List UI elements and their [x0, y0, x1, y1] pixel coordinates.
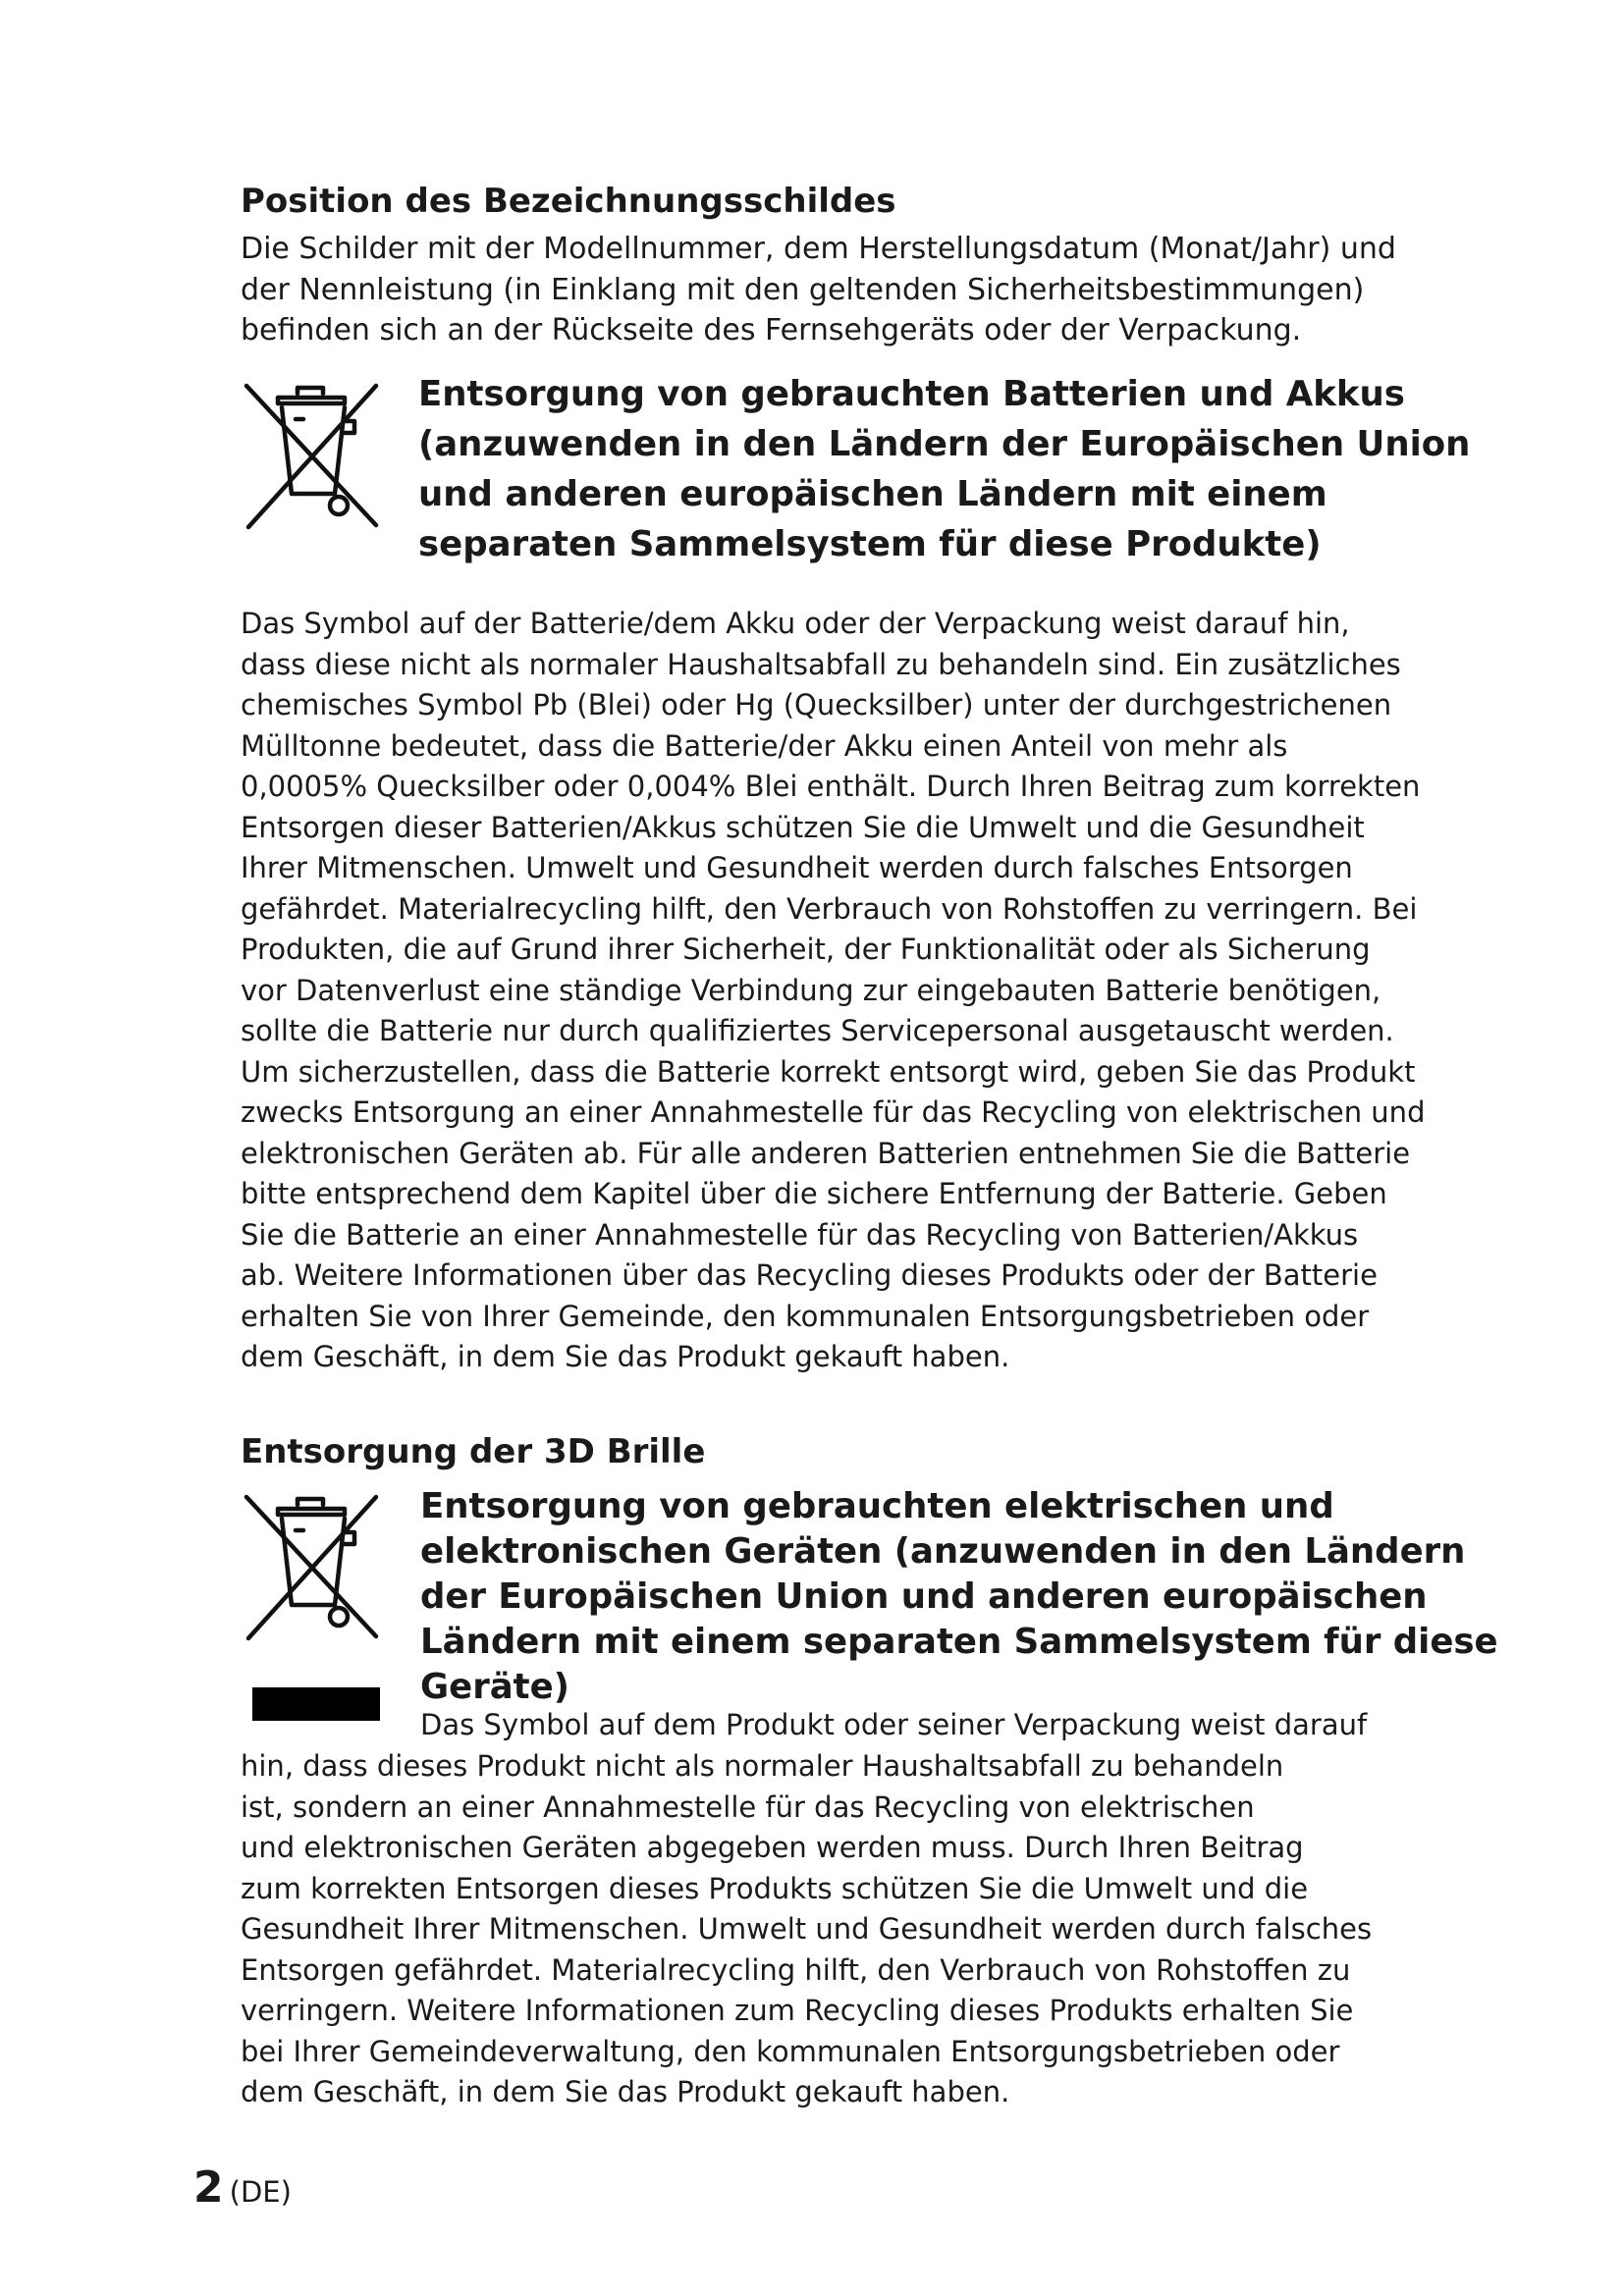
page-footer — [193, 2163, 292, 2216]
electronics-disposal-text-first-line: Das Symbol auf dem Produkt oder seiner Verpackung weist darauf — [420, 1708, 1368, 1741]
crossed-out-wheelie-bin-icon — [239, 1489, 386, 1656]
electronics-disposal-heading: Entsorgung von gebrauchten elektrischen und elektronischen Geräten (anzuwenden in den Ländern der Europäischen Union und anderen europäischen Ländern mit einem separaten Sammelsystem für diese Geräte) — [420, 1486, 1498, 1707]
crossed-out-wheelie-bin-icon — [239, 378, 386, 545]
glasses-disposal-heading: Entsorgung der 3D Brille — [241, 1432, 706, 1471]
batteries-disposal-heading: Entsorgung von gebrauchten Batterien und Akkus (anzuwenden in den Ländern der Europäischen Union und anderen europäischen Ländern mit einem separaten Sammelsystem für diese Produkte) — [418, 374, 1471, 564]
label-position-text: Die Schilder mit der Modellnummer, dem Herstellungsdatum (Monat/Jahr) und der Nennleistung (in Einklang mit den geltenden Sicherheitsbestimmungen) befinden sich an der Rückseite des Fernsehgeräts oder der Verpackung. — [241, 232, 1396, 347]
label-position-heading: Position des Bezeichnungsschildes — [241, 182, 896, 221]
page-number: 2 — [193, 2163, 224, 2213]
batteries-disposal-text: Das Symbol auf der Batterie/dem Akku oder der Verpackung weist darauf hin, dass diese nicht als normaler Haushaltsabfall zu behandeln sind. Ein zusätzliches chemisches Symbol Pb (Blei) oder Hg (Quecksilber) unter der durchgestrichenen Mülltonne bedeutet, dass die Batterie/der Akku einen Anteil von mehr als 0,0005% Quecksilber oder 0,004% Blei enthält. Durch Ihren Beitrag zum korrekten Entsorgen dieser Batterien/Akkus schützen Sie die Umwelt und die Gesundheit Ihrer Mitmenschen. Umwelt und Gesundheit werden durch falsches Entsorgen gefährdet. Materialrecycling hilft, den Verbrauch von Rohstoffen zu verringern. Bei Produkten, die auf Grund ihrer Sicherheit, der Funktionalität oder als Sicherung vor Datenverlust eine ständige Verbindung zur eingebauten Batterie benötigen, sollte die Batterie nur durch qualifiziertes Servicepersonal ausgetauscht werden. Um sicherzustellen, dass die Batterie korrekt entsorgt wird, geben Sie das Produkt zwecks Entsorgung an einer Annahmestelle für das Recycling von elektrischen und elektronischen Geräten ab. Für alle anderen Batterien entnehmen Sie die Batterie bitte entsprechend dem Kapitel über die sichere Entfernung der Batterie. Geben Sie die Batterie an einer Annahmestelle für das Recycling von Batterien/Akkus ab. Weitere Informationen über das Recycling dieses Produkts oder der Batterie erhalten Sie von Ihrer Gemeinde, den kommunalen Entsorgungsbetrieben oder dem Geschäft, in dem Sie das Produkt gekauft haben. — [241, 607, 1426, 1373]
page-language: (DE) — [229, 2175, 292, 2209]
weee-black-bar — [252, 1687, 380, 1721]
electronics-disposal-text: hin, dass dieses Produkt nicht als normaler Haushaltsabfall zu behandeln ist, sondern an einer Annahmestelle für das Recycling von elektrischen und elektronischen Geräten abgegeben werden muss. Durch Ihren Beitrag zum korrekten Entsorgen dieses Produkts schützen Sie die Umwelt und die Gesundheit Ihrer Mitmenschen. Umwelt und Gesundheit werden durch falsches Entsorgen gefährdet. Materialrecycling hilft, den Verbrauch von Rohstoffen zu verringern. Weitere Informationen zum Recycling dieses Produkts erhalten Sie bei Ihrer Gemeindeverwaltung, den kommunalen Entsorgungsbetrieben oder dem Geschäft, in dem Sie das Produkt gekauft haben. — [241, 1749, 1373, 2109]
